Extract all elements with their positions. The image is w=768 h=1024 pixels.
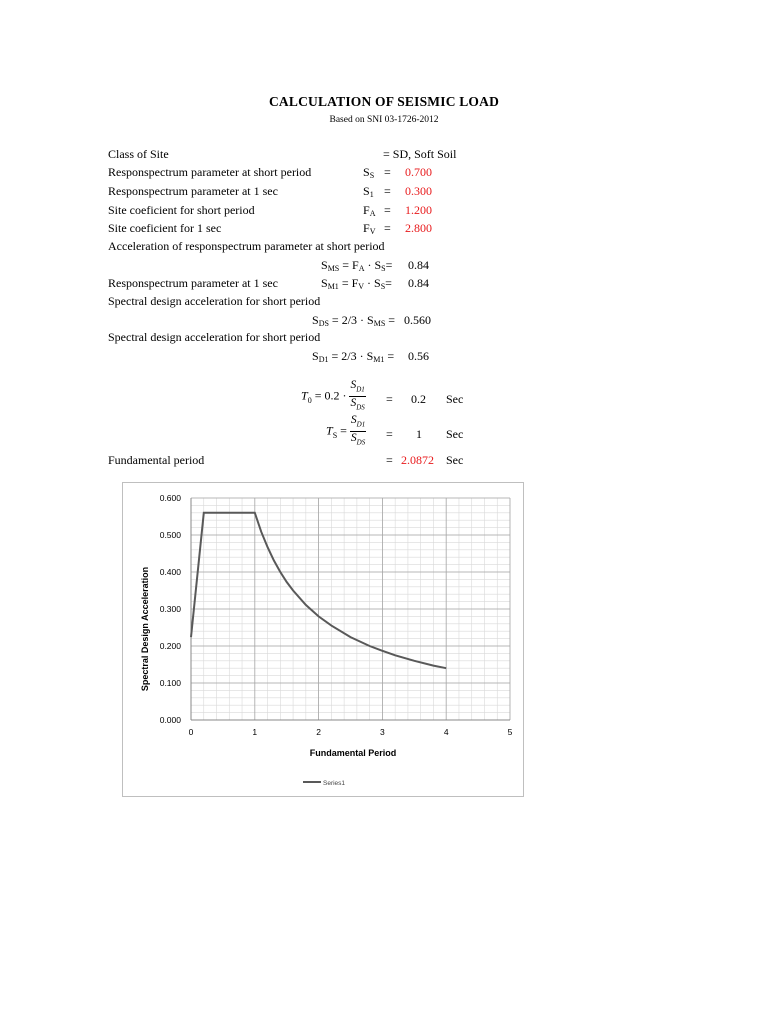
s1-value: 0.300 [405, 184, 432, 198]
sms-value: 0.84 [408, 258, 429, 272]
t0-equals: = [386, 392, 393, 406]
fa-equals: = [384, 203, 391, 217]
fa-label: Site coeficient for short period [108, 203, 255, 217]
x-tick-label: 3 [380, 727, 385, 737]
fundamental-period-unit: Sec [446, 453, 464, 467]
ss-equals: = [384, 165, 391, 179]
t0-value: 0.2 [411, 392, 426, 406]
ts-fraction: $\frac{S_{D1}}{S_{DS}}$ [350, 414, 366, 447]
s1-equals: = [384, 184, 391, 198]
chart-y-axis-label: Spectral Design Acceleration [140, 566, 150, 692]
ts-equals: = [386, 427, 393, 441]
sms-heading: Acceleration of responspectrum parameter at short period [108, 239, 385, 253]
chart-grid [191, 498, 510, 720]
class-of-site-label: Class of Site [108, 147, 169, 161]
ss-value: 0.700 [405, 165, 432, 179]
ss-label: Responspectrum parameter at short period [108, 165, 312, 179]
s1-symbol: $S_1$ [363, 184, 374, 199]
sds-heading: Spectral design acceleration for short period [108, 294, 321, 308]
page-title: CALCULATION OF SEISMIC LOAD [268, 94, 500, 109]
x-tick-label: 5 [507, 727, 513, 737]
fv-label: Site coeficient for 1 sec [108, 221, 222, 235]
x-tick-label: 1 [252, 727, 258, 737]
fa-symbol: $F_A$ [363, 203, 376, 218]
chart-tick-labels [160, 493, 513, 737]
s1-label: Responspectrum parameter at 1 sec [108, 184, 278, 198]
y-tick-label: 0.200 [159, 641, 181, 651]
fundamental-period-label: Fundamental period [108, 453, 205, 467]
fv-symbol: $F_V$ [363, 221, 376, 236]
t0-fraction: $\frac{S_{D1}}{S_{DS}}$ [350, 379, 365, 412]
sds-formula: $S_{DS} = 2/3 \cdot S_{MS}$ = [312, 313, 396, 328]
y-tick-label: 0.600 [159, 493, 181, 503]
ts-formula: $T_S$ = $\frac{S_{D1}}{S_{DS}}$ [326, 414, 366, 450]
x-tick-label: 2 [316, 727, 321, 737]
y-tick-label: 0.400 [159, 567, 181, 577]
ts-unit: Sec [446, 427, 464, 441]
sm1-value: 0.84 [408, 276, 429, 290]
sd1-heading: Spectral design acceleration for short period [108, 330, 321, 344]
sds-value: 0.560 [404, 313, 431, 327]
x-tick-label: 0 [188, 727, 194, 737]
y-tick-label: 0.100 [159, 678, 181, 688]
t0-unit: Sec [446, 392, 464, 406]
fundamental-period-equals: = [386, 453, 393, 467]
sd1-formula: $S_{D1} = 2/3 \cdot S_{M1}$ = [312, 349, 395, 364]
response-spectrum-chart [122, 482, 524, 797]
class-of-site-value: = SD, Soft Soil [383, 147, 457, 161]
fundamental-period-value: 2.0872 [401, 453, 434, 467]
sd1-value: 0.56 [408, 349, 429, 363]
fv-value: 2.800 [405, 221, 432, 235]
chart-legend [303, 780, 345, 787]
fa-value: 1.200 [405, 203, 432, 217]
y-tick-label: 0.000 [159, 715, 181, 725]
sm1-label: Responspectrum parameter at 1 sec [108, 276, 278, 290]
legend-label-series1: Series1 [323, 780, 346, 787]
ss-symbol: $S_S$ [363, 165, 375, 180]
y-tick-label: 0.500 [159, 530, 181, 540]
page-subtitle: Based on SNI 03-1726-2012 [329, 115, 439, 125]
sm1-formula: $S_{M1} = F_V \cdot S_S=$ [321, 276, 392, 291]
ts-value: 1 [416, 427, 422, 441]
y-tick-label: 0.300 [159, 604, 181, 614]
t0-formula: $T_0 = 0.2$ · $\frac{S_{D1}}{S_{DS}}$ [301, 379, 366, 415]
fv-equals: = [384, 221, 391, 235]
x-tick-label: 4 [443, 727, 449, 737]
sms-formula: $S_{MS} = F_A \cdot S_S=$ [321, 258, 393, 273]
chart-svg [123, 483, 523, 796]
chart-x-axis-label: Fundamental Period [309, 748, 397, 758]
